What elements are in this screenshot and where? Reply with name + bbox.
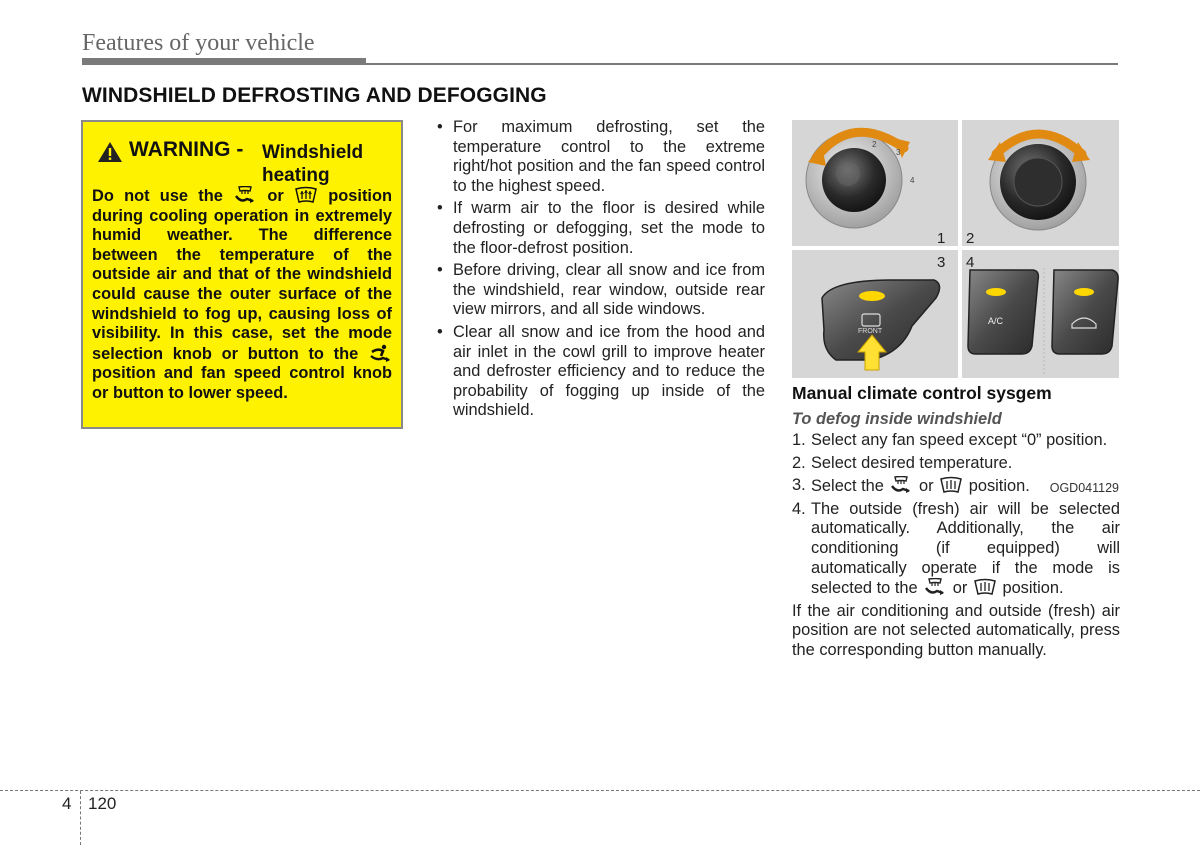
bullet-item: • Before driving, clear all snow and ice from the windshield, rear window, outside rear view mirrors, and all side windows.: [435, 261, 765, 320]
warning-text-part: position and fan speed control knob or button to lower speed.: [92, 364, 392, 402]
step-text: Select any fan speed except “0” position.: [811, 431, 1108, 449]
floor-defrost-icon: [233, 186, 257, 204]
panel-label: 2: [966, 230, 975, 247]
warning-triangle-icon: [97, 141, 123, 163]
step-text: position.: [968, 477, 1030, 496]
warning-text: [92, 186, 392, 404]
footer-rule: [0, 790, 1200, 791]
warning-box: [81, 120, 403, 429]
step-item: [792, 431, 1120, 451]
step-text: position.: [1002, 579, 1064, 598]
defog-subtitle: To defog inside windshield: [792, 410, 1002, 428]
step-list: [792, 431, 1120, 599]
running-head: Features of your vehicle: [82, 30, 315, 56]
warning-text-part: position during cooling operation in extremely humid weather. The difference between the temperature of the outside air and that of the windshield could cause the outer surface of the windshield to fog up, causing loss of visibility. In this case, set the mode selection knob or button to the: [92, 187, 393, 363]
step-item: [792, 476, 1120, 497]
panel-label: 1: [937, 230, 946, 247]
knob-tick-label: 3: [896, 148, 901, 157]
header-rule-thick: [82, 58, 366, 65]
knob-tick-label: 4: [910, 176, 915, 185]
defrost-icon: [972, 578, 998, 596]
knob-tick-label: 0: [828, 176, 833, 185]
panel-label: 4: [966, 254, 975, 271]
step-text: Select the: [811, 477, 884, 496]
defrost-icon: [938, 476, 964, 494]
warning-header: [92, 130, 392, 186]
knob-tick-label: 2: [872, 140, 877, 149]
panel-label: 3: [937, 254, 946, 271]
step-item: [792, 454, 1120, 474]
floor-defrost-icon: [888, 476, 914, 494]
step-number: 4.: [792, 499, 806, 518]
footer-divider: [80, 791, 81, 845]
header-rule-thin: [366, 63, 1118, 65]
page-number: 120: [88, 794, 117, 813]
ac-button-illustration: [968, 270, 1038, 354]
chapter-number: 4: [62, 794, 72, 813]
button-label: FRONT: [858, 328, 883, 335]
step-number: 2.: [792, 453, 806, 472]
bullet-item: • If warm air to the floor is desired while defrosting or defogging, set the mode to the floor-defrost position.: [435, 199, 765, 258]
warning-text-part: or: [267, 187, 284, 205]
step-text: or: [919, 477, 934, 496]
step-text: or: [952, 579, 968, 598]
defrost-icon: [294, 186, 318, 204]
floor-defrost-icon: [922, 578, 948, 596]
figure-code: OGD041129: [1049, 481, 1119, 495]
button-label: A/C: [988, 316, 1004, 326]
bullet-item: • For maximum defrosting, set the temperature control to the extreme right/hot position and the fan speed control to the highest speed.: [435, 118, 765, 196]
warning-text-part: Do not use the: [92, 187, 223, 205]
step-text: The outside (fresh) air will be selected automatically. Additionally, the air conditioning (if equipped) will automatically operate if the mode is selected to the: [811, 499, 1120, 598]
bullet-item: • Clear all snow and ice from the hood and air inlet in the cowl grill to improve heater and defroster efficiency and to reduce the probability of fogging up inside of the windshield.: [435, 323, 765, 421]
manual-climate-title: Manual climate control sysgem: [792, 383, 1052, 403]
closing-paragraph: If the air conditioning and outside (fresh) air position are not selected automatically, press the corresponding button manually.: [792, 601, 1120, 659]
step-number: 1.: [792, 431, 806, 449]
knob-tick-label: 1: [840, 150, 845, 159]
bullet-list: [435, 118, 765, 424]
step-text: Select desired temperature.: [811, 453, 1013, 472]
warning-word: WARNING -: [129, 138, 244, 161]
warning-subtitle: Windshield heating: [262, 142, 364, 186]
recirculation-button-illustration: [1052, 270, 1118, 354]
section-title: WINDSHIELD DEFROSTING AND DEFOGGING: [82, 84, 547, 107]
step-number: 3.: [792, 476, 806, 495]
manual-climate-section: [792, 383, 1120, 661]
step-item: [792, 500, 1120, 599]
floor-icon: [368, 344, 392, 362]
